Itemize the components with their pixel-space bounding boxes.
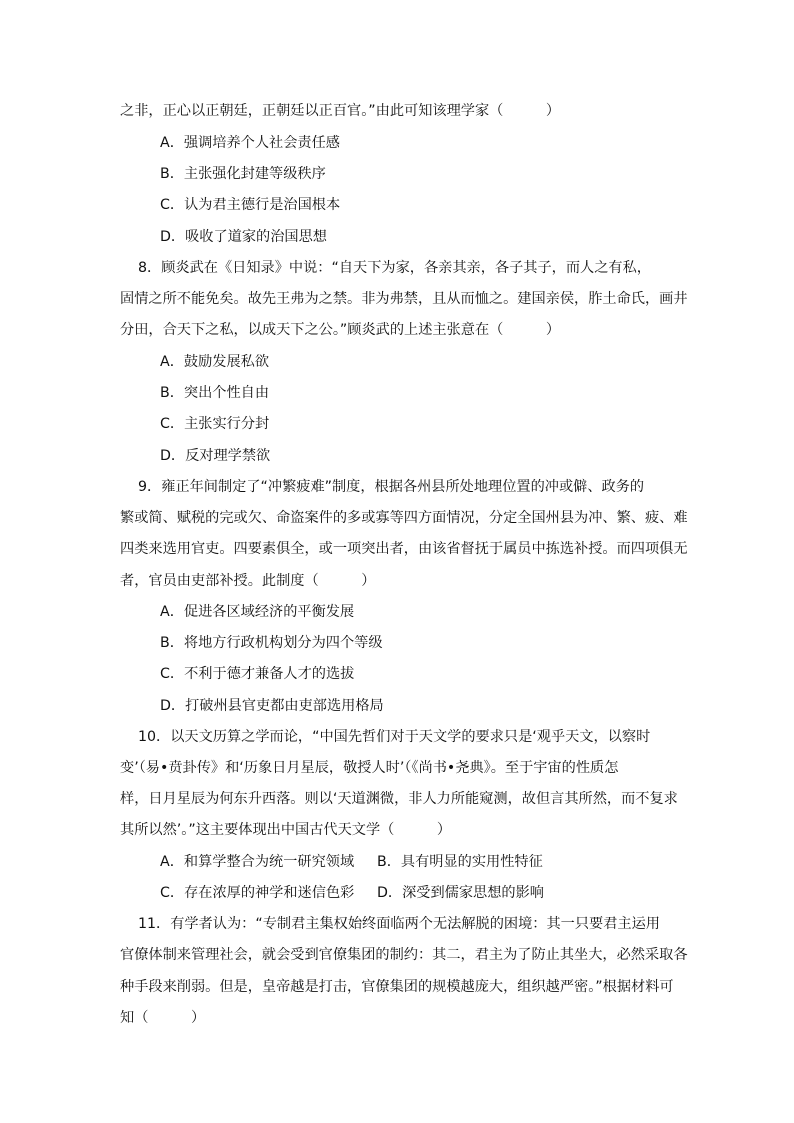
q7-option-d: D．吸收了道家的治国思想: [160, 229, 327, 245]
q10-stem-line-4: 其所以然’。”这主要体现出中国古代天文学（ ）: [120, 822, 452, 838]
q11-stem-line-1: 11．有学者认为：“专制君主集权始终面临两个无法解脱的困境：其一只要君主运用: [138, 916, 660, 932]
q7-option-c: C．认为君主德行是治国根本: [160, 197, 341, 213]
q8-stem-line-3: 分田，合天下之私，以成天下之公。”顾炎武的上述主张意在（ ）: [120, 322, 561, 338]
q9-option-a: A．促进各区域经济的平衡发展: [160, 604, 355, 620]
q10-stem-line-2: 变’（易•贲卦传》和‘历象日月星辰，敬授人时’（《尚书•尧典》。至于宇宙的性质怎: [120, 760, 619, 776]
q7-option-a: A．强调培养个人社会责任感: [160, 135, 340, 151]
q10-stem-line-3: 样，日月星辰为何东升西落。则以‘天道渊微，非人力所能窥测，故但言其所然，而不复求: [120, 791, 678, 807]
q9-option-c: C．不利于德才兼备人才的选拔: [160, 666, 355, 682]
q8-stem-line-2: 固情之所不能免矣。故先王弗为之禁。非为弗禁，且从而恤之。建国亲侯，胙土命氏，画井: [120, 291, 688, 307]
q10-option-a: A．和算学整合为统一研究领域: [160, 854, 355, 870]
q9-stem-line-2: 繁或简、赋税的完或欠、命盗案件的多或寡等四方面情况，分定全国州县为冲、繁、疲、难: [120, 510, 688, 526]
q9-option-b: B．将地方行政机构划分为四个等级: [160, 635, 383, 651]
q11-stem-line-3: 种手段来削弱。但是，皇帝越是打击，官僚集团的规模越庞大，组织越严密。”根据材料可: [120, 979, 674, 995]
q9-stem-line-4: 者，官员由吏部补授。此制度（ ）: [120, 573, 376, 589]
q7-stem-line: 之非，正心以正朝廷，正朝廷以正百官。”由此可知该理学家（ ）: [120, 103, 561, 119]
q11-stem-line-2: 官僚体制来管理社会，就会受到官僚集团的制约：其二，君主为了防止其坐大，必然采取各: [120, 947, 688, 963]
q10-option-d: D．深受到儒家思想的影响: [377, 885, 544, 901]
q10-option-b: B．具有明显的实用性特征: [377, 854, 543, 870]
q9-stem-line-1: 9．雍正年间制定了“冲繁疲难”制度，根据各州县所处地理位置的冲或僻、政务的: [138, 479, 645, 495]
q8-option-d: D．反对理学禁欲: [160, 448, 271, 464]
q8-option-b: B．突出个性自由: [160, 385, 270, 401]
q11-stem-line-4: 知（ ）: [120, 1010, 206, 1026]
q7-option-b: B．主张强化封建等级秩序: [160, 166, 326, 182]
q10-stem-line-1: 10．以天文历算之学而论，“中国先哲们对于天文学的要求只是‘观乎天文，以察时: [138, 729, 651, 745]
q9-option-d: D．打破州县官吏都由吏部选用格局: [160, 698, 384, 714]
q8-option-a: A．鼓励发展私欲: [160, 354, 270, 370]
q10-option-c: C．存在浓厚的神学和迷信色彩: [160, 885, 355, 901]
q9-stem-line-3: 四类来选用官吏。四要素俱全，或一项突出者，由该省督抚于属员中拣选补授。而四项俱无: [120, 541, 688, 557]
q8-option-c: C．主张实行分封: [160, 416, 270, 432]
q8-stem-line-1: 8．顾炎武在《日知录》中说：“自天下为家，各亲其亲，各子其子，而人之有私，: [138, 260, 651, 276]
